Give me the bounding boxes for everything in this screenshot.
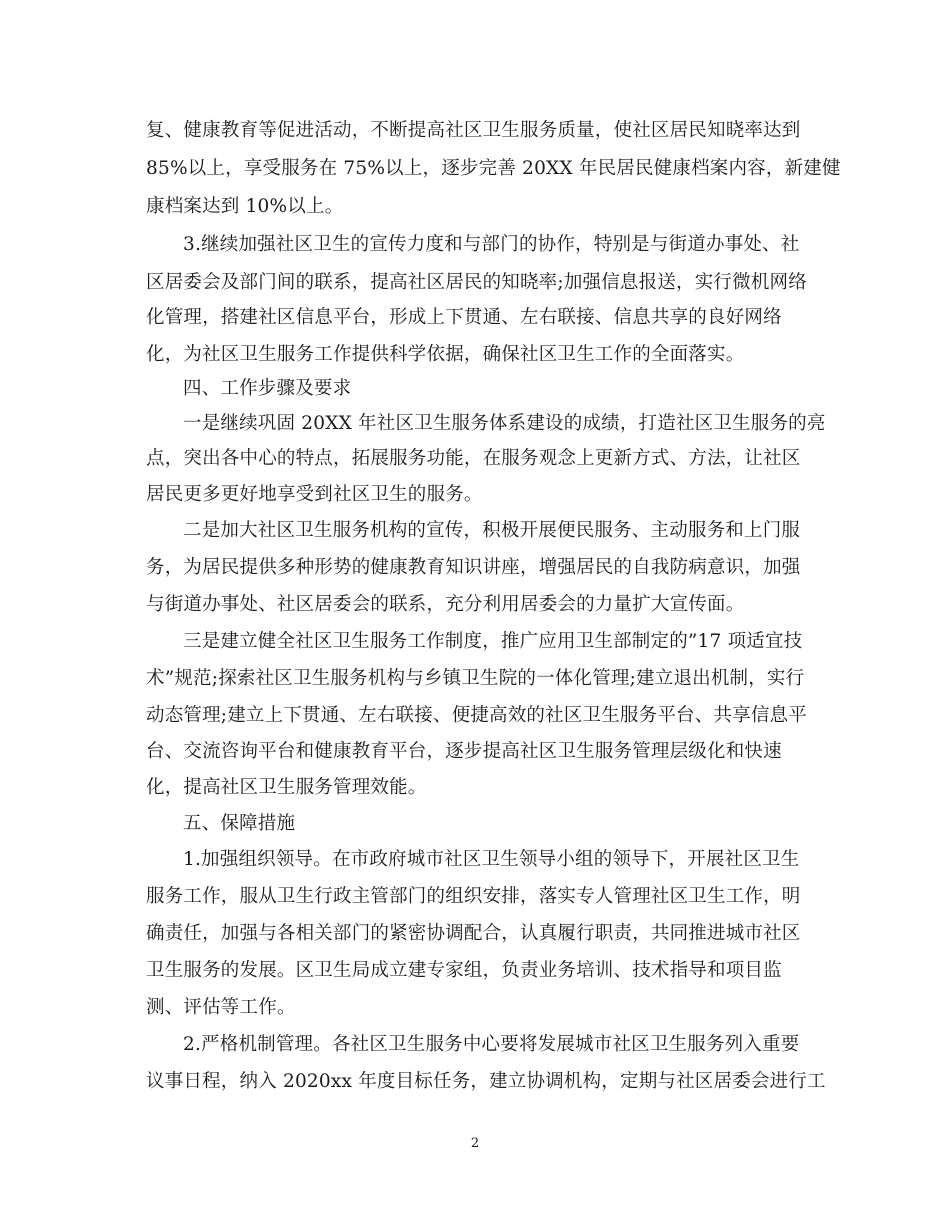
body-text-line: 化，提高社区卫生服务管理效能。	[146, 777, 427, 798]
body-text-line: 与街道办事处、社区居委会的联系，充分利用居委会的力量扩大宣传面。	[146, 594, 745, 615]
body-text-line: 2.严格机制管理。各社区卫生服务中心要将发展城市社区卫生服务列入重要	[183, 1034, 800, 1055]
body-text-line: 三是建立健全社区卫生服务工作制度，推广应用卫生部制定的”17 项适宜技	[183, 631, 803, 652]
body-text-line: 务，为居民提供多种形势的健康教育知识讲座，增强居民的自我防病意识，加强	[146, 557, 801, 578]
body-text-line: 术”规范;探索社区卫生服务机构与乡镇卫生院的一体化管理;建立退出机制，实行	[146, 668, 805, 689]
body-text-line: 点，突出各中心的特点，拓展服务功能，在服务观念上更新方式、方法，让社区	[146, 448, 801, 469]
body-text-line: 服务工作，服从卫生行政主管部门的组织安排，落实专人管理社区卫生工作，明	[146, 886, 801, 907]
body-text-line: 85%以上，享受服务在 75%以上，逐步完善 20XX 年民居民健康档案内容，新建健	[146, 158, 841, 179]
body-text-line: 动态管理;建立上下贯通、左右联接、便捷高效的社区卫生服务平台、共享信息平	[146, 705, 807, 726]
section-heading: 四、工作步骤及要求	[183, 378, 352, 399]
body-text-line: 复、健康教育等促进活动，不断提高社区卫生服务质量，使社区居民知晓率达到	[146, 120, 801, 141]
body-text-line: 卫生服务的发展。区卫生局成立建专家组，负责业务培训、技术指导和项目监	[146, 960, 782, 981]
body-text-line: 化，为社区卫生服务工作提供科学依据，确保社区卫生工作的全面落实。	[146, 344, 745, 365]
body-text-line: 化管理，搭建社区信息平台，形成上下贯通、左右联接、信息共享的良好网络	[146, 307, 782, 328]
body-text-line: 测、评估等工作。	[146, 997, 296, 1018]
body-text-line: 区居委会及部门间的联系，提高社区居民的知晓率;加强信息报送，实行微机网络	[146, 272, 807, 293]
section-heading: 五、保障措施	[183, 813, 296, 834]
body-text-line: 一是继续巩固 20XX 年社区卫生服务体系建设的成绩，打造社区卫生服务的亮	[183, 413, 826, 434]
body-text-line: 3.继续加强社区卫生的宣传力度和与部门的协作，特别是与街道办事处、社	[183, 234, 800, 255]
body-text-line: 康档案达到 10%以上。	[146, 196, 344, 217]
body-text-line: 居民更多更好地享受到社区卫生的服务。	[146, 484, 483, 505]
page-number: 2	[470, 1136, 480, 1151]
body-text-line: 议事日程，纳入 2020xx 年度目标任务，建立协调机构，定期与社区居委会进行工	[146, 1071, 826, 1092]
body-text-line: 确责任，加强与各相关部门的紧密协调配合，认真履行职责，共同推进城市社区	[146, 923, 801, 944]
body-text-line: 二是加大社区卫生服务机构的宣传，积极开展便民服务、主动服务和上门服	[183, 520, 801, 541]
body-text-line: 台、交流咨询平台和健康教育平台，逐步提高社区卫生服务管理层级化和快速	[146, 741, 782, 762]
body-text-line: 1.加强组织领导。在市政府城市社区卫生领导小组的领导下，开展社区卫生	[183, 849, 800, 870]
